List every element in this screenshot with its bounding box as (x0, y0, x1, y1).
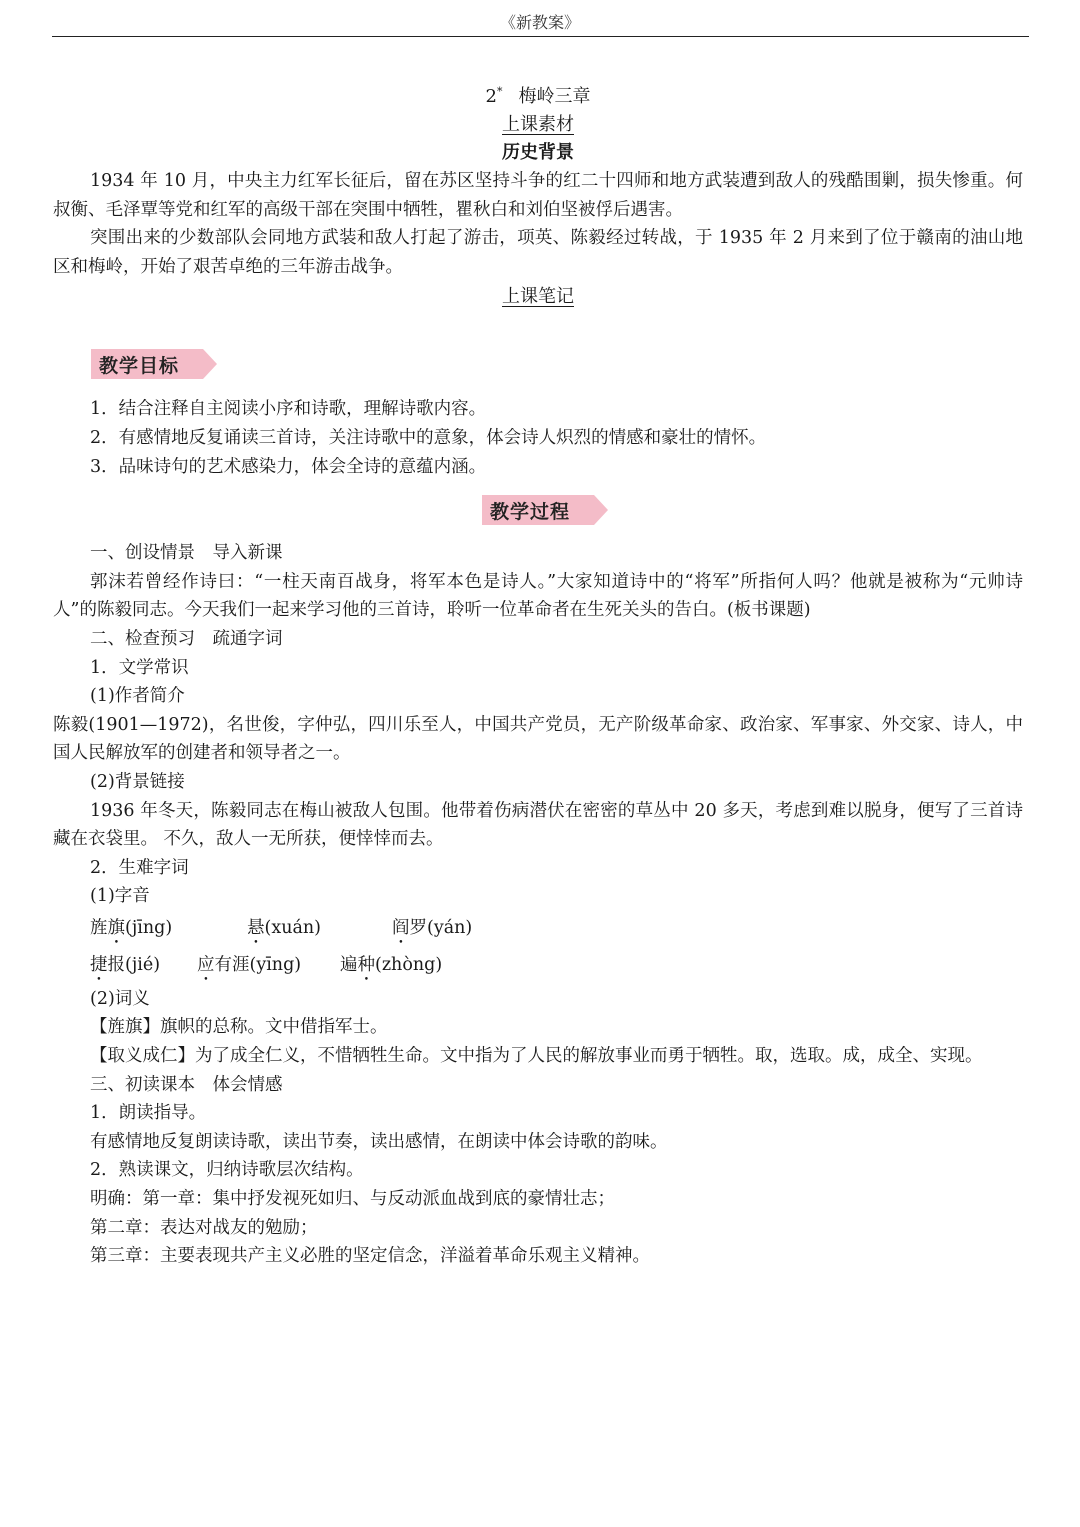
material-heading: 上课素材 (502, 114, 574, 135)
structure-title: 2．熟读课文，归纳诗歌层次结构。 (90, 1160, 364, 1181)
pronunciation-item: 阎罗(yán) (392, 917, 473, 938)
meaning-title: (2)词义 (90, 988, 150, 1009)
chapter-three-summary: 第三章：主要表现共产主义必胜的坚定信念，洋溢着革命乐观主义精神。 (90, 1246, 650, 1267)
section-one-text: 郭沫若曾经作诗曰：“一柱天南百战身，将军本色是诗人。”大家知道诗中的“将军”所指何人吗？他就是被称为“元帅诗人”的陈毅同志。今天我们一起来学习他的三首诗，聆听一位革命者在生死关头的告白。(板书课题) (53, 571, 1023, 621)
pronunciation-item: 悬(xuán) (247, 917, 321, 938)
meaning-entry: 【取义成仁】为了成全仁义，不惜牺牲生命。文中指为了人民的解放事业而勇于牺牲。取，选取。成，成全、实现。 (90, 1046, 983, 1067)
pronunciation-row (53, 911, 1023, 948)
author-text: 陈毅(1901—1972)，名世俊，字仲弘，四川乐至人，中国共产党员，无产阶级革命家、政治家、军事家、外交家、诗人，中国人民解放军的创建者和领导者之一。 (53, 714, 1023, 764)
pronunciation-item: 遍种(zhòng) (340, 954, 443, 975)
goal-item: 1．结合注释自主阅读小序和诗歌，理解诗歌内容。 (90, 399, 487, 420)
section-one-title: 一、创设情景 导入新课 (90, 543, 283, 564)
history-paragraph: 1934 年 10 月，中央主力红军长征后，留在苏区坚持斗争的红二十四师和地方武装遭到敌人的残酷围剿，损失惨重。何叔衡、毛泽覃等党和红军的高级干部在突围中牺牲，瞿秋白和刘伯坚被俘后遇害。 (53, 171, 1023, 220)
goal-item: 3．品味诗句的艺术感染力，体会全诗的意蕴内涵。 (90, 456, 487, 477)
pronunciation-item: 捷报(jié) (90, 954, 161, 975)
notes-heading: 上课笔记 (502, 286, 574, 308)
author-title: (1)作者简介 (90, 686, 185, 707)
reading-guide-text: 有感情地反复朗读诗歌，读出节奏，读出感情，在朗读中体会诗歌的韵味。 (90, 1131, 668, 1152)
lesson-name: 梅岭三章 (518, 86, 591, 107)
meaning-entry: 【旌旗】旗帜的总称。文中借指军士。 (90, 1017, 388, 1038)
words-title: 2．生难字词 (90, 857, 189, 878)
chapter-one-summary: 明确：第一章：集中抒发视死如归、与反动派血战到底的豪情壮志； (90, 1189, 615, 1210)
pronunciation-item: 旌旗(jīng) (90, 917, 173, 938)
pronunciation-title: (1)字音 (90, 886, 150, 907)
history-subheading: 历史背景 (502, 142, 574, 163)
lesson-title (53, 78, 1023, 111)
pronunciation-item: 应有涯(yīng) (197, 954, 302, 975)
section-two-title: 二、检查预习 疏通字词 (90, 628, 283, 649)
history-paragraph: 突围出来的少数部队会同地方武装和敌人打起了游击，项英、陈毅经过转战，于 1935 年 2 月来到了位于赣南的油山地区和梅岭，开始了艰苦卓绝的三年游击战争。 (53, 228, 1023, 277)
lesson-mark: * (496, 85, 503, 98)
background-text: 1936 年冬天，陈毅同志在梅山被敌人包围。他带着伤病潜伏在密密的草丛中 20 多天，考虑到难以脱身，便写了三首诗藏在衣袋里。 不久，敌人一无所获，便悻悻而去。 (53, 800, 1023, 850)
background-title: (2)背景链接 (90, 771, 185, 792)
reading-guide-title: 1．朗读指导。 (90, 1103, 207, 1124)
lesson-number: 2 (485, 86, 497, 107)
document-body (53, 78, 1023, 1271)
process-banner: 教学过程 (482, 495, 594, 525)
pronunciation-row (53, 948, 1023, 985)
header-rule (52, 36, 1029, 37)
chapter-two-summary: 第二章：表达对战友的勉励； (90, 1217, 318, 1238)
running-title: 《新教案》 (499, 13, 580, 32)
goals-banner: 教学目标 (91, 349, 203, 379)
literature-title: 1．文学常识 (90, 657, 189, 678)
goal-item: 2．有感情地反复诵读三首诗，关注诗歌中的意象，体会诗人炽烈的情感和豪壮的情怀。 (90, 427, 767, 448)
section-three-title: 三、初读课本 体会情感 (90, 1074, 283, 1095)
